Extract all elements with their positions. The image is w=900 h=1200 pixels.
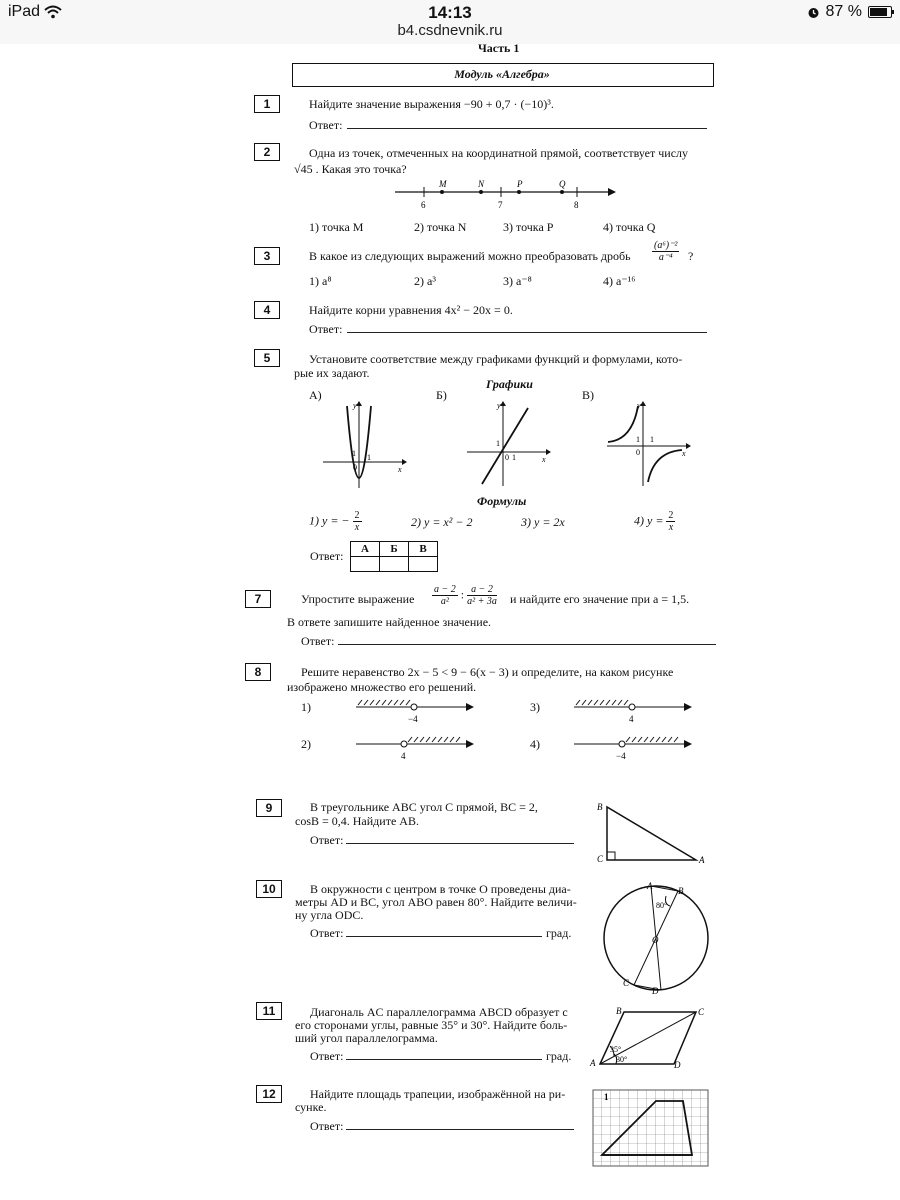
axis-label: 1 — [496, 439, 500, 448]
operator: : — [460, 587, 465, 602]
graph-b — [462, 400, 552, 490]
question-number: 12 — [256, 1085, 282, 1103]
answer-table[interactable] — [350, 541, 438, 572]
battery-percent: 87 % — [825, 3, 862, 20]
question-text: В окружности с центром в точке O проведены диа- — [310, 882, 571, 896]
fraction-numerator: 2 — [354, 510, 360, 521]
question-number: 2 — [254, 143, 280, 161]
answer-label: Ответ: — [310, 926, 344, 940]
number-line-option-4 — [570, 734, 694, 762]
point-label: M — [439, 179, 447, 189]
answer-line[interactable] — [347, 332, 707, 333]
fraction-denominator: a⁻⁴ — [658, 252, 673, 263]
answer-line[interactable] — [346, 843, 574, 844]
question-text: и найдите его значение при a = 1,5. — [510, 592, 690, 606]
number-line-figure — [390, 178, 620, 212]
option[interactable]: 4) a⁻¹⁶ — [603, 274, 636, 288]
question-text: Найдите площадь трапеции, изображённой на ри- — [310, 1087, 566, 1101]
tick-label: 7 — [498, 200, 503, 210]
axis-label: y — [497, 401, 501, 410]
formula-option[interactable] — [634, 510, 675, 533]
fraction-denominator: x — [668, 522, 674, 533]
question-number: 10 — [256, 880, 282, 898]
unit-label: град. — [546, 1049, 572, 1063]
parallelogram-figure — [588, 1002, 712, 1072]
point-label: −4 — [408, 714, 418, 724]
answer-label: Ответ: — [310, 1049, 344, 1063]
angle-label: 80° — [656, 901, 668, 910]
question-text: Найдите значение выражения −90 + 0,7 · (−10)³. — [309, 97, 554, 111]
option[interactable]: 1) — [301, 700, 311, 714]
graph-label: Б) — [436, 388, 447, 402]
question-text: его сторонами углы, равные 35° и 30°. Найдите боль- — [295, 1018, 568, 1032]
question-mark: ? — [688, 249, 694, 263]
formula-text: 4) y = — [634, 513, 664, 528]
question-text: сунке. — [295, 1100, 327, 1114]
part-title: Часть 1 — [478, 41, 520, 55]
question-text: изображено множество его решений. — [287, 680, 477, 694]
number-line-option-2 — [352, 734, 476, 762]
question-text: ну угла ODC. — [295, 908, 364, 922]
number-line-option-1 — [352, 697, 476, 725]
point-label: D — [652, 986, 659, 996]
point-label: B — [678, 886, 684, 896]
vertex-label: C — [597, 854, 604, 864]
question-text: Установите соответствие между графиками функций и формулами, кото- — [309, 352, 683, 366]
status-bar — [0, 0, 900, 44]
question-text: ший угол параллелограмма. — [295, 1031, 438, 1045]
vertex-label: D — [674, 1060, 681, 1070]
fraction-numerator: a − 2 — [434, 584, 456, 595]
vertex-label: B — [616, 1006, 622, 1016]
axis-label: 1 — [636, 435, 640, 444]
question-number: 7 — [245, 590, 271, 608]
unit-label: град. — [546, 926, 572, 940]
question-text: В треугольнике ABC угол C прямой, BC = 2, — [310, 800, 538, 814]
answer-label: Ответ: — [309, 118, 343, 132]
question-number: 1 — [254, 95, 280, 113]
address-bar[interactable]: b4.csdnevnik.ru — [397, 22, 503, 39]
grid-scale-label: 1 — [604, 1092, 609, 1102]
answer-line[interactable] — [346, 1129, 574, 1130]
question-text: метры AD и BC, угол ABO равен 80°. Найдите величи- — [295, 895, 577, 909]
answer-line[interactable] — [338, 644, 716, 645]
axis-label: y — [353, 401, 357, 410]
axis-label: 0 — [353, 463, 357, 472]
question-number: 11 — [256, 1002, 282, 1020]
question-number: 8 — [245, 663, 271, 681]
triangle-figure — [592, 798, 712, 868]
question-number: 3 — [254, 247, 280, 265]
point-label: O — [652, 935, 659, 945]
formulas-title: Формулы — [477, 494, 527, 508]
question-text: Одна из точек, отмеченных на координатной прямой, соответствует числу — [309, 146, 689, 160]
graph-label: А) — [309, 388, 322, 402]
option[interactable]: 2) — [301, 737, 311, 751]
question-text: В какое из следующих выражений можно преобразовать дробь — [309, 249, 631, 263]
option[interactable]: 3) — [530, 700, 540, 714]
answer-cell[interactable] — [351, 557, 380, 572]
point-label: P — [517, 179, 523, 189]
vertex-label: A — [699, 855, 705, 865]
graph-label: В) — [582, 388, 594, 402]
tick-label: 8 — [574, 200, 579, 210]
fraction-denominator: a² + 3a — [467, 596, 497, 607]
axis-label: 1 — [512, 453, 516, 462]
option[interactable]: 1) a⁸ — [309, 274, 332, 288]
question-text: Диагональ AC параллелограмма ABCD образует с — [310, 1005, 568, 1019]
point-label: 4 — [401, 751, 406, 761]
point-label: 4 — [629, 714, 634, 724]
option[interactable]: 3) точка P — [503, 220, 554, 234]
question-text: рые их задают. — [294, 366, 370, 380]
graph-c — [602, 400, 694, 490]
answer-label: Ответ: — [301, 634, 335, 648]
option[interactable]: 4) точка Q — [603, 220, 656, 234]
answer-line[interactable] — [347, 128, 707, 129]
question-text: Найдите корни уравнения 4x² − 20x = 0. — [309, 303, 513, 317]
question-number: 5 — [254, 349, 280, 367]
formula-option[interactable]: 2) y = x² − 2 — [411, 515, 473, 529]
graph-a — [318, 400, 408, 490]
answer-cell[interactable] — [409, 557, 438, 572]
battery-icon — [868, 6, 892, 18]
vertex-label: A — [590, 1058, 596, 1068]
question-text: cosB = 0,4. Найдите AB. — [295, 814, 419, 828]
answer-cell[interactable] — [380, 557, 409, 572]
answer-label: Ответ: — [310, 1119, 344, 1133]
angle-label: 30° — [616, 1055, 628, 1064]
table-header: В — [409, 542, 438, 557]
axis-label: 1 — [352, 449, 356, 458]
point-label: Q — [559, 179, 566, 189]
answer-line[interactable] — [346, 936, 542, 937]
point-label: C — [623, 978, 630, 988]
fraction-numerator: a − 2 — [467, 584, 497, 596]
clock: 14:13 — [428, 3, 472, 22]
point-label: A — [647, 881, 653, 891]
device-name: iPad — [8, 3, 41, 20]
question-text: Упростите выражение — [301, 592, 415, 606]
answer-label: Ответ: — [310, 833, 344, 847]
fraction — [652, 240, 679, 263]
angle-label: 35° — [610, 1045, 622, 1054]
option[interactable]: 1) точка M — [309, 220, 364, 234]
question-text: В ответе запишите найденное значение. — [287, 615, 492, 629]
answer-label: Ответ: — [310, 549, 344, 563]
option[interactable]: 2) a³ — [414, 274, 436, 288]
option[interactable]: 4) — [530, 737, 540, 751]
option[interactable]: 2) точка N — [414, 220, 467, 234]
fraction-numerator: (a⁶)⁻² — [654, 240, 678, 251]
question-text: Решите неравенство 2x − 5 < 9 − 6(x − 3) и определите, на каком рисунке — [301, 665, 674, 679]
axis-label: y — [637, 401, 641, 410]
module-title: Модуль «Алгебра» — [454, 67, 550, 81]
graphs-title: Графики — [486, 377, 533, 391]
question-text: √45 . Какая это точка? — [294, 162, 407, 176]
axis-label: x — [398, 465, 402, 474]
axis-label: x — [682, 449, 686, 458]
vertex-label: B — [597, 802, 603, 812]
point-label: −4 — [616, 751, 626, 761]
answer-line[interactable] — [346, 1059, 542, 1060]
battery-status — [807, 3, 892, 21]
number-line-option-3 — [570, 697, 694, 725]
circle-figure — [598, 880, 714, 996]
axis-label: 1 — [650, 435, 654, 444]
expression — [432, 584, 497, 607]
tick-label: 6 — [421, 200, 426, 210]
axis-label: 0 — [505, 453, 509, 462]
answer-label: Ответ: — [309, 322, 343, 336]
formula-option[interactable]: 3) y = 2x — [521, 515, 565, 529]
fraction-denominator: x — [354, 522, 360, 533]
formula-option[interactable] — [309, 510, 362, 533]
alarm-icon — [807, 6, 820, 19]
question-number: 4 — [254, 301, 280, 319]
option[interactable]: 3) a⁻⁸ — [503, 274, 532, 288]
axis-label: 1 — [367, 453, 371, 462]
question-number: 9 — [256, 799, 282, 817]
table-header: Б — [380, 542, 409, 557]
table-header: А — [351, 542, 380, 557]
vertex-label: C — [698, 1007, 705, 1017]
formula-text: 1) y = − — [309, 513, 350, 528]
axis-label: x — [542, 455, 546, 464]
point-label: N — [478, 179, 485, 189]
axis-label: 0 — [636, 448, 640, 457]
fraction-numerator: 2 — [668, 510, 674, 521]
trapezoid-grid-figure — [592, 1089, 710, 1167]
fraction-denominator: a² — [440, 596, 449, 607]
